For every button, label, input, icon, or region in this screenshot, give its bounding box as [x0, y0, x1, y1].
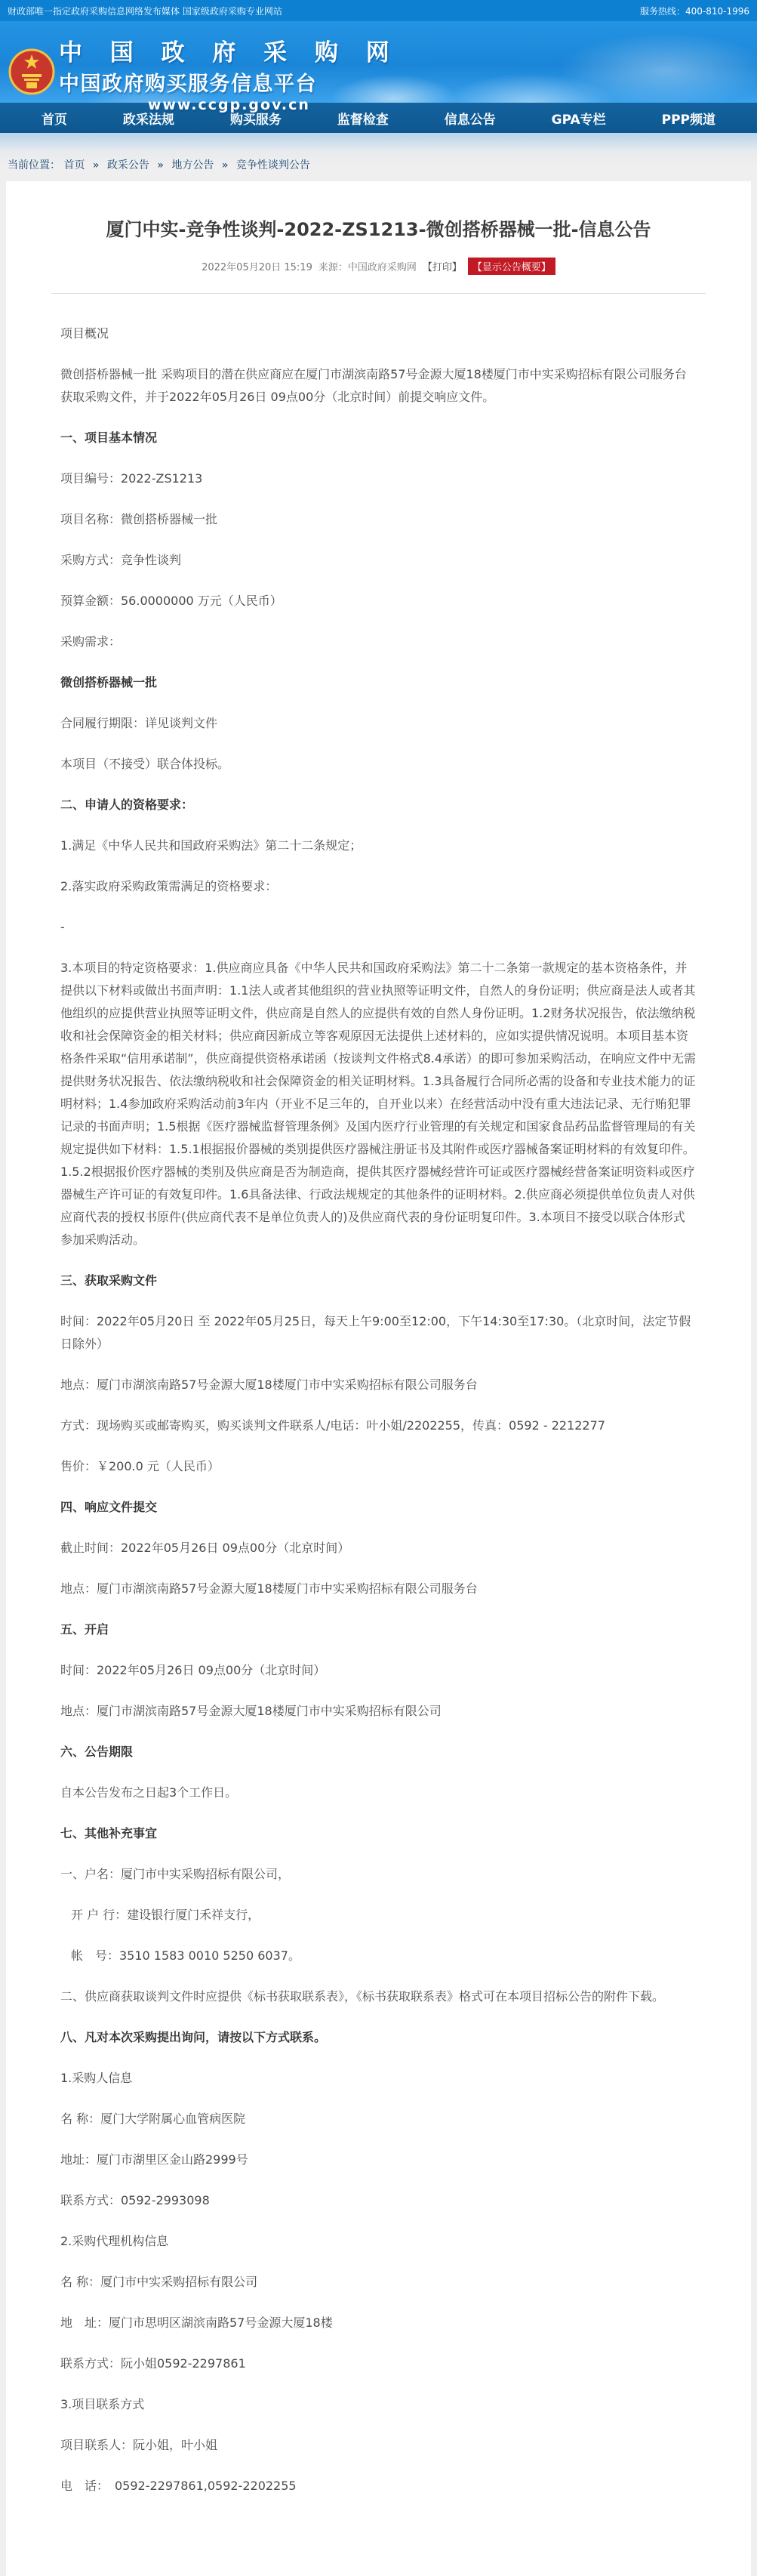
section-heading: 微创搭桥器械一批 — [60, 675, 158, 690]
section-heading: 八、凡对本次采购提出询问，请按以下方式联系。 — [60, 2030, 327, 2044]
article-paragraph: 电 话： 0592-2297861,0592-2202255 — [60, 2479, 297, 2493]
article-paragraph: 时间：2022年05月20日 至 2022年05月25日，每天上午9:00至12:00，下午14:30至17:30。（北京时间，法定节假日除外） — [60, 1314, 691, 1351]
article-paragraph: 地 址：厦门市思明区湖滨南路57号金源大厦18楼 — [60, 2315, 333, 2330]
site-banner — [0, 21, 757, 113]
breadcrumb-separator: » — [92, 159, 100, 171]
article-paragraph: 3.项目联系方式 — [60, 2397, 145, 2411]
article-paragraph: 名 称：厦门市中实采购招标有限公司 — [60, 2275, 258, 2289]
article-paragraph: 2.落实政府采购政策需满足的资格要求： — [60, 879, 278, 893]
breadcrumb-home[interactable]: 首页 — [63, 159, 85, 171]
article-paragraph: 1.满足《中华人民共和国政府采购法》第二十二条规定； — [60, 838, 362, 853]
print-button[interactable]: 【打印】 — [422, 262, 462, 273]
article-paragraph: 项目名称：微创搭桥器械一批 — [60, 512, 218, 526]
nav-item-purchase-services[interactable]: 购买服务 — [229, 112, 282, 128]
site-slogan: 财政部唯一指定政府采购信息网络发布媒体 国家级政府采购专业网站 — [8, 5, 282, 17]
nav-item-ppp[interactable]: PPP频道 — [661, 112, 715, 128]
breadcrumb-local-notices[interactable]: 地方公告 — [171, 159, 214, 171]
section-heading: 六、公告期限 — [60, 1745, 134, 1759]
article-paragraph: 3.本项目的特定资格要求：1.供应商应具备《中华人民共和国政府采购法》第二十二条第一款规定的基本资格条件，并提供以下材料或做出书面声明：1.1法人或者其他组织的营业执照等证明文件，自然人的身份证明；供应商是法人或者其他组织的应提供营业执照等证明文件，供应商是自然人的应提供有效的自然人身份证明。1.2财务状况报告，依法缴纳税收和社会保障资金的相关材料；供应商因新成立等客观原因无法提供上述材料的，应如实提供情况说明。本项目基本资格条件采取“信用承诺制”，供应商提供资格承诺函（按谈判文件格式8.4承诺）的即可参加采购活动，在响应文件中无需提供财务状况报告、依法缴纳税收和社会保障资金的相关证明材料。1.3具备履行合同所必需的设备和专业技术能力的证明材料；1.4参加政府采购活动前3年内（开业不足三年的，自开业以来）在经营活动中没有重大违法记录、无行贿犯罪记录的书面声明；1.5根据《医疗器械监督管理条例》及国内医疗行业管理的有关规定和国家食品药品监督管理局的有关规定提供如下材料：1.5.1根据报价器械的类别提供医疗器械注册证书及其附件或医疗器械备案证明材料的有效复印件。 1.5.2根据报价医疗器械的类别及供应商是否为制造商，提供其医疗器械经营许可证或医疗器械经营备案证明资料或医疗器械生产许可证的有效复印件。1.6具备法律、行政法规规定的其他条件的证明材料。2.供应商必须提供单位负责人对供应商代表的授权书原件(供应商代表不是单位负责人的)及供应商代表的身份证明复印件。3.本项目不接受以联合体形式参加采购活动。 — [60, 961, 699, 1247]
article-paragraph: 项目联系人：阮小姐，叶小姐 — [60, 2438, 218, 2452]
nav-item-home[interactable]: 首页 — [41, 112, 67, 128]
article-paragraph: 一、户名：厦门市中实采购招标有限公司， — [60, 1867, 291, 1881]
breadcrumb-separator: » — [221, 159, 229, 171]
section-heading: 一、项目基本情况 — [60, 430, 158, 445]
article-paragraph: 地点：厦门市湖滨南路57号金源大厦18楼厦门市中实采购招标有限公司服务台 — [60, 1377, 478, 1392]
nav-item-supervision[interactable]: 监督检查 — [337, 112, 389, 128]
article-paragraph: 方式：现场购买或邮寄购买，购买谈判文件联系人/电话：叶小姐/2202255，传真：0592 - 2212277 — [60, 1418, 605, 1433]
breadcrumb-prefix: 当前位置： — [8, 159, 60, 171]
national-emblem-logo — [9, 48, 54, 95]
article-paragraph: 截止时间：2022年05月26日 09点00分（北京时间） — [60, 1541, 350, 1555]
article-paragraph: 自本公告发布之日起3个工作日。 — [60, 1785, 238, 1800]
article-paragraph: - — [60, 920, 65, 934]
article-paragraph: 名 称：厦门大学附属心血管病医院 — [60, 2112, 246, 2126]
article-body — [6, 294, 751, 2497]
article-paragraph: 1.采购人信息 — [60, 2071, 133, 2085]
show-summary-button[interactable]: 【显示公告概要】 — [468, 258, 555, 275]
article-paragraph: 售价：￥200.0 元（人民币） — [60, 1459, 220, 1473]
article-paragraph: 采购方式：竞争性谈判 — [60, 553, 182, 567]
section-heading: 五、开启 — [60, 1622, 109, 1637]
article-paragraph: 本项目（不接受）联合体投标。 — [60, 757, 230, 771]
article-paragraph: 预算金额：56.0000000 万元（人民币） — [60, 594, 282, 608]
breadcrumb-separator: » — [157, 159, 164, 171]
article-paragraph: 地址：厦门市湖里区金山路2999号 — [60, 2152, 248, 2167]
section-heading: 三、获取采购文件 — [60, 1273, 158, 1288]
article-paragraph: 二、供应商获取谈判文件时应提供《标书获取联系表》，《标书获取联系表》格式可在本项目招标公告的附件下载。 — [60, 1989, 665, 2004]
article-paragraph: 帐 号：3510 1583 0010 5250 6037。 — [71, 1948, 300, 1963]
source-label: 来源：中国政府采购网 — [318, 262, 417, 273]
breadcrumb-procurement-notices[interactable]: 政采公告 — [106, 159, 149, 171]
breadcrumb-strip — [0, 133, 757, 181]
site-subtitle: 中国政府购买服务信息平台 — [59, 72, 317, 96]
service-hotline: 服务热线：400-810-1996 — [639, 5, 749, 17]
nav-item-announcements[interactable]: 信息公告 — [444, 112, 496, 128]
article-paragraph: 开 户 行：建设银行厦门禾祥支行， — [71, 1908, 260, 1922]
article-paragraph: 采购需求： — [60, 634, 122, 649]
page-title: 厦门中实-竞争性谈判-2022-ZS1213-微创搭桥器械一批-信息公告 — [106, 219, 651, 240]
article-paragraph: 联系方式：0592-2993098 — [60, 2193, 210, 2207]
section-heading: 七、其他补充事宜 — [60, 1826, 158, 1840]
article-paragraph: 联系方式：阮小姐0592-2297861 — [60, 2356, 246, 2371]
article-paragraph: 项目编号：2022-ZS1213 — [60, 471, 203, 486]
publish-datetime: 2022年05月20日 15:19 — [202, 262, 312, 273]
breadcrumb-competitive-negotiation[interactable]: 竞争性谈判公告 — [235, 159, 310, 171]
article-paragraph: 项目概况 — [60, 326, 109, 341]
section-heading: 四、响应文件提交 — [60, 1500, 158, 1514]
site-url: www.ccgp.gov.cn — [147, 97, 310, 113]
site-name: 中 国 政 府 采 购 网 — [59, 39, 399, 66]
article-paragraph: 地点：厦门市湖滨南路57号金源大厦18楼厦门市中实采购招标有限公司 — [60, 1704, 442, 1718]
article-paragraph: 时间：2022年05月26日 09点00分（北京时间） — [60, 1663, 326, 1677]
article-paragraph: 2.采购代理机构信息 — [60, 2234, 169, 2248]
article-paragraph: 微创搭桥器械一批 采购项目的潜在供应商应在厦门市湖滨南路57号金源大厦18楼厦门市中实采购招标有限公司服务台获取采购文件，并于2022年05月26日 09点00分（北京时间）前提交响应文件。 — [60, 367, 687, 404]
article-paragraph: 地点：厦门市湖滨南路57号金源大厦18楼厦门市中实采购招标有限公司服务台 — [60, 1581, 478, 1596]
site-logo[interactable] — [59, 33, 399, 113]
top-bar — [0, 0, 757, 21]
nav-item-gpa[interactable]: GPA专栏 — [551, 112, 606, 128]
article-meta — [6, 258, 751, 275]
section-heading: 二、申请人的资格要求： — [60, 797, 194, 812]
breadcrumb — [8, 157, 749, 172]
nav-item-procurement-regulations[interactable]: 政采法规 — [122, 112, 174, 128]
content-card — [6, 181, 751, 2576]
article-paragraph: 合同履行期限：详见谈判文件 — [60, 716, 218, 730]
